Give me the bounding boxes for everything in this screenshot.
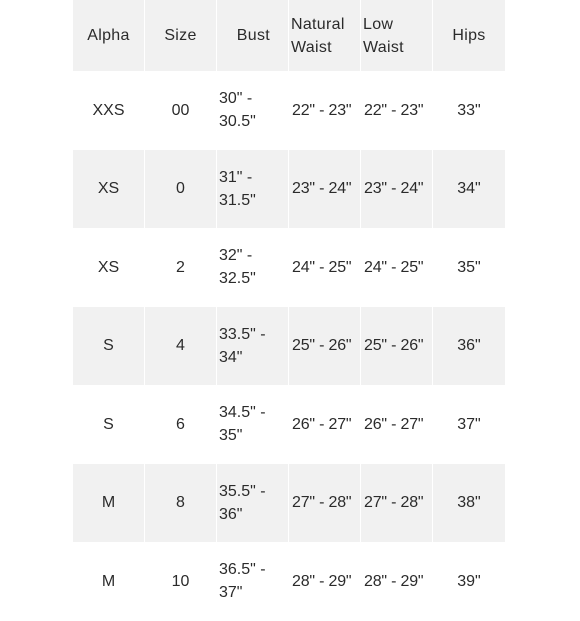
cell-alpha: XXS [73, 71, 145, 150]
header-natural-waist: Natural Waist [289, 0, 361, 71]
cell-natural-waist: 28" - 29" [289, 542, 361, 621]
table-row [73, 150, 506, 229]
header-bust: Bust [217, 0, 289, 71]
cell-size: 0 [145, 150, 217, 229]
cell-size: 4 [145, 307, 217, 386]
cell-low-waist: 23" - 24" [361, 150, 433, 229]
cell-natural-waist: 26" - 27" [289, 385, 361, 464]
header-alpha: Alpha [73, 0, 145, 71]
header-size: Size [145, 0, 217, 71]
cell-bust: 34.5" - 35" [217, 385, 289, 464]
table-row [73, 385, 506, 464]
cell-hips: 37" [433, 385, 506, 464]
cell-alpha: S [73, 385, 145, 464]
cell-natural-waist: 27" - 28" [289, 464, 361, 543]
header-low-waist: Low Waist [361, 0, 433, 71]
header-hips: Hips [433, 0, 506, 71]
cell-natural-waist: 25" - 26" [289, 307, 361, 386]
cell-bust: 32" - 32.5" [217, 228, 289, 307]
cell-bust: 36.5" - 37" [217, 542, 289, 621]
cell-alpha: XS [73, 150, 145, 229]
cell-hips: 33" [433, 71, 506, 150]
cell-alpha: M [73, 542, 145, 621]
cell-bust: 33.5" - 34" [217, 307, 289, 386]
cell-hips: 39" [433, 542, 506, 621]
cell-alpha: S [73, 307, 145, 386]
table-row [73, 307, 506, 386]
table-row [73, 228, 506, 307]
cell-bust: 30" - 30.5" [217, 71, 289, 150]
cell-size: 8 [145, 464, 217, 543]
header-row [73, 0, 506, 71]
cell-natural-waist: 24" - 25" [289, 228, 361, 307]
cell-size: 6 [145, 385, 217, 464]
cell-hips: 35" [433, 228, 506, 307]
cell-hips: 36" [433, 307, 506, 386]
cell-natural-waist: 23" - 24" [289, 150, 361, 229]
cell-hips: 34" [433, 150, 506, 229]
cell-low-waist: 27" - 28" [361, 464, 433, 543]
cell-size: 2 [145, 228, 217, 307]
cell-size: 10 [145, 542, 217, 621]
cell-hips: 38" [433, 464, 506, 543]
cell-alpha: M [73, 464, 145, 543]
cell-alpha: XS [73, 228, 145, 307]
cell-size: 00 [145, 71, 217, 150]
cell-bust: 35.5" - 36" [217, 464, 289, 543]
table-row [73, 464, 506, 543]
size-chart [73, 0, 506, 602]
cell-natural-waist: 22" - 23" [289, 71, 361, 150]
cell-low-waist: 25" - 26" [361, 307, 433, 386]
table-row [73, 542, 506, 621]
cell-low-waist: 22" - 23" [361, 71, 433, 150]
cell-low-waist: 24" - 25" [361, 228, 433, 307]
cell-low-waist: 28" - 29" [361, 542, 433, 621]
size-chart-table [73, 0, 506, 621]
table-row [73, 71, 506, 150]
cell-low-waist: 26" - 27" [361, 385, 433, 464]
cell-bust: 31" - 31.5" [217, 150, 289, 229]
